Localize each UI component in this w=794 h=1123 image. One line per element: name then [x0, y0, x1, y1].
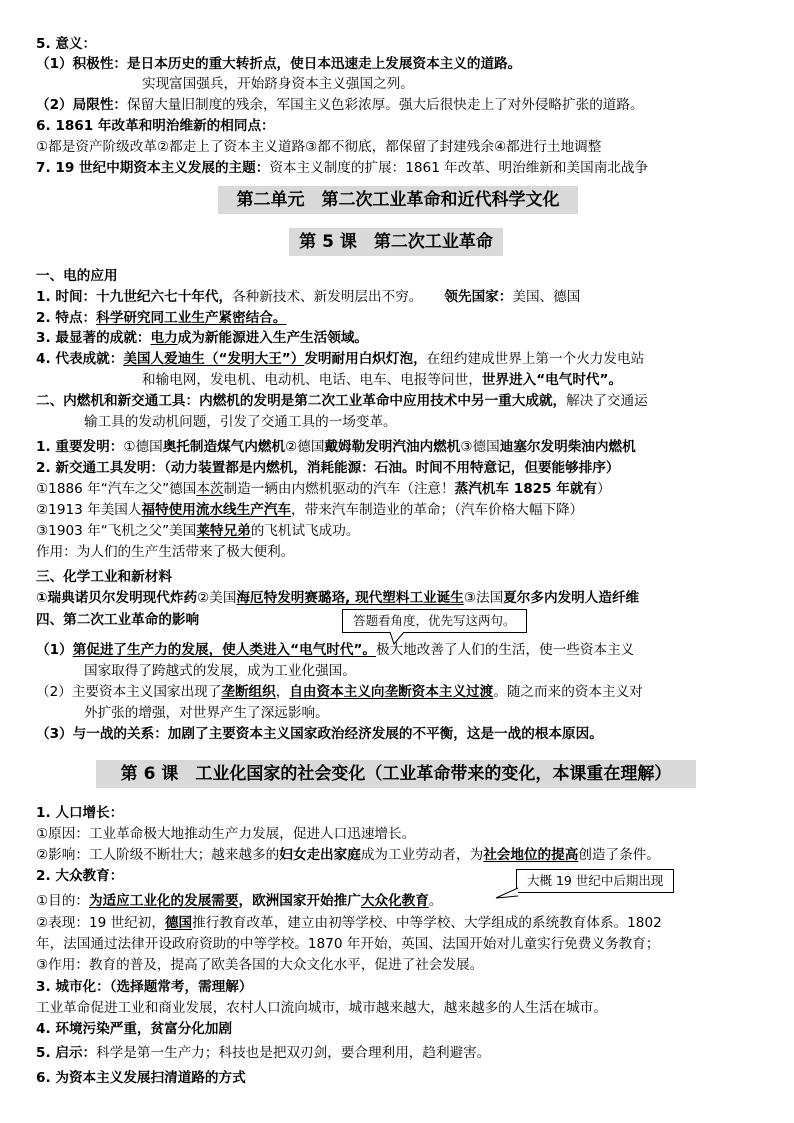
- text-edison: 美国人爱迪生（“发明大王”）: [123, 351, 305, 367]
- text-2: 解决了交通运: [566, 393, 648, 409]
- section-engine-2: 输工具的发动机问题，引发了交通工具的一场变革。: [84, 414, 397, 430]
- text-electric-age: 世界进入“电气时代”。: [481, 372, 623, 388]
- heading-population: 1. 人口增长：: [36, 805, 124, 821]
- t1: ①1886 年“汽车之父”德国: [36, 481, 197, 497]
- label: 5. 启示：: [36, 1045, 97, 1061]
- line-pop-cause: ①原因：工业革命极大地推动生产力发展，促进人口迅速增长。: [36, 826, 416, 842]
- callout-pointer-2: [494, 886, 520, 900]
- transition: 自由资本主义向垄断资本主义过渡: [289, 684, 494, 700]
- line-feature: [36, 308, 286, 328]
- t3: 海厄特发明赛璐珞, 现代塑料工业诞生: [236, 590, 464, 606]
- t2: 的飞机试飞成功。: [250, 523, 360, 539]
- heading-urbanization: 3. 城市化：（选择题常考，需理解）: [36, 979, 253, 995]
- t1: （2）主要资本主义国家出现了: [36, 684, 222, 700]
- t2: 为适应工业化的发展需要: [88, 893, 239, 909]
- line-lesson: [36, 1043, 490, 1063]
- label: 4. 代表成就：: [36, 351, 124, 367]
- germany: 德国: [164, 915, 193, 931]
- text: 成为新能源进入生产生活领域。: [177, 330, 369, 346]
- heading-education: 2. 大众教育：: [36, 868, 124, 884]
- text: 科学是第一生产力；科技也是把双刃剑，要合理利用，趋利避害。: [96, 1045, 491, 1061]
- line-impact-1b: 国家取得了跨越式的发展，成为工业化强国。: [84, 663, 356, 679]
- line-impact-2: [36, 682, 643, 702]
- monopoly: 垄断组织: [221, 684, 276, 700]
- line-impact-1: [36, 640, 634, 660]
- text-station: 在纽约建成世界上第一个火力发电站: [426, 351, 645, 367]
- line-edu-effect: ③作用：教育的普及，提高了欧美各国的大众文化水平，促进了社会发展。: [36, 957, 484, 973]
- text-power: 电力: [150, 330, 178, 346]
- t2: 推行教育改革，建立由初等学校、中等学校、大学组成的系统教育体系。1802: [192, 915, 662, 931]
- section-impact: 四、第二次工业革命的影响: [36, 612, 200, 628]
- text: 资本主义制度的扩展：1861 年改革、明治维新和美国南北战争: [269, 160, 649, 176]
- t3: 成为工业劳动者，为: [360, 847, 484, 863]
- t2: ②美国: [197, 590, 237, 606]
- text: 保留大量旧制度的残余，军国主义色彩浓厚。强大后很快走上了对外侵略扩张的道路。: [127, 97, 644, 113]
- t1: ②1913 年美国人: [36, 502, 142, 518]
- t3: ③德国: [460, 439, 500, 455]
- t1: ②影响：工人阶级不断壮大；越来越多的: [36, 847, 280, 863]
- line-positive-2: 实现富国强兵，开始跻身资本主义强国之列。: [142, 76, 414, 92]
- t3: 。随之而来的资本主义对: [493, 684, 643, 700]
- diesel: 迪塞尔发明柴油内燃机: [499, 439, 636, 455]
- wright: 莱特兄弟: [196, 523, 251, 539]
- text: 是日本历史的重大转折点，使日本迅速走上发展资本主义的道路。: [127, 56, 522, 72]
- label: 1. 时间：十九世纪六七十年代，: [36, 289, 233, 305]
- t3: ，欧洲国家开始推广: [238, 893, 361, 909]
- text-bulb: 发明耐用白炽灯泡，: [304, 351, 427, 367]
- line-transport: 2. 新交通工具发明：（动力装置都是内燃机，消耗能源：石油。时间不用特意记，但要能够排序）: [36, 460, 620, 476]
- note-callout-2: 大概 19 世纪中后期出现: [516, 869, 674, 893]
- label: 7. 19 世纪中期资本主义发展的主题：: [36, 160, 270, 176]
- note-callout-1: 答题看角度，优先写这两句。: [342, 609, 527, 633]
- line-impact-3: （3）与一战的关系：加剧了主要资本主义国家政治经济发展的不平衡，这是一战的根本原因。: [36, 726, 603, 742]
- t2: ②德国: [285, 439, 325, 455]
- line-representative: [36, 349, 644, 369]
- line-edu-show: [36, 913, 662, 933]
- line-ford: [36, 500, 583, 520]
- heading-environment: 4. 环境污染严重，贫富分化加剧: [36, 1021, 233, 1037]
- t2: ，带来汽车制造业的革命；（汽车价格大幅下降）: [291, 502, 584, 518]
- line-urbanization: 工业革命促进工业和商业发展，农村人口流向城市，城市越来越大，越来越多的人生活在城市。: [36, 1000, 607, 1016]
- line-car: [36, 479, 611, 499]
- section-engine: [36, 391, 648, 411]
- t1: 第促进了生产力的发展，使人类进入“电气时代”。: [72, 642, 376, 658]
- t4: 社会地位的提高: [483, 847, 579, 863]
- ford: 福特使用流水线生产汽车: [141, 502, 292, 518]
- label: （1）积极性：: [36, 56, 128, 72]
- t1: ①目的：: [36, 893, 89, 909]
- line-theme: [36, 158, 648, 178]
- t2: 极大地改善了人们的生活，使一些资本主义: [376, 642, 635, 658]
- lesson-6-title: 第 6 课 工业化国家的社会变化（工业革命带来的变化，本课重在理解）: [96, 760, 696, 788]
- benz: 本茨: [196, 481, 224, 497]
- t2: 制造一辆由内燃机驱动的汽车（注意！: [223, 481, 455, 497]
- line-impact-2b: 外扩张的增强，对世界产生了深远影响。: [84, 705, 329, 721]
- t4: 大众化教育: [360, 893, 429, 909]
- unit-title: 第二单元 第二次工业革命和近代科学文化: [218, 186, 578, 214]
- label: 2. 特点：: [36, 310, 97, 326]
- line-inventions: [36, 437, 636, 457]
- t2: 妇女走出家庭: [279, 847, 361, 863]
- text: 各种新技术、新发明层出不穷。: [232, 289, 423, 305]
- t2: ，: [275, 684, 290, 700]
- t3: 蒸汽机车 1825 年就有: [454, 481, 598, 497]
- line-chemistry: [36, 588, 639, 608]
- t1: ①德国: [123, 439, 163, 455]
- num: （1）: [36, 642, 73, 658]
- line-achievement: [36, 328, 368, 348]
- label: 1. 重要发明：: [36, 439, 124, 455]
- line-pop-effect: [36, 845, 660, 865]
- text: 科学研究同工业生产紧密结合。: [96, 310, 287, 326]
- t4: ③法国: [463, 590, 504, 606]
- heading-ways: 6. 为资本主义发展扫清道路的方式: [36, 1070, 246, 1086]
- t1: ③1903 年“飞机之父”美国: [36, 523, 197, 539]
- heading-similarities: 6. 1861 年改革和明治维新的相同点：: [36, 118, 275, 134]
- line-plane: [36, 521, 359, 541]
- label-leaders: 领先国家：: [444, 289, 513, 305]
- t5: 。: [428, 893, 443, 909]
- line-similarities: ①都是资产阶级改革②都走上了资本主义道路③都不彻底，都保留了封建残余④都进行土地调整: [36, 139, 602, 155]
- line-positive: [36, 54, 521, 74]
- text: 和输电网，发电机、电动机、电话、电车、电报等问世，: [142, 372, 482, 388]
- label: 3. 最显著的成就：: [36, 330, 151, 346]
- otto: 奥托制造煤气内燃机: [162, 439, 286, 455]
- heading: 二、内燃机和新交通工具：: [36, 393, 200, 409]
- section-chemistry: 三、化学工业和新材料: [36, 569, 172, 585]
- line-time: [36, 287, 580, 307]
- label: （2）局限性：: [36, 97, 128, 113]
- lesson-5-title: 第 5 课 第二次工业革命: [289, 228, 503, 256]
- t4: ）: [597, 481, 611, 497]
- t5: 创造了条件。: [578, 847, 660, 863]
- text-leaders: 美国、德国: [512, 289, 581, 305]
- line-edu-goal: [36, 891, 442, 911]
- text: 内燃机的发明是第二次工业革命中应用技术中另一重大成就，: [199, 393, 567, 409]
- line-limitation: [36, 95, 644, 115]
- t1: ②表现：19 世纪初，: [36, 915, 165, 931]
- t1: ①瑞典诺贝尔发明现代炸药: [36, 590, 198, 606]
- heading-significance: 5. 意义：: [36, 36, 97, 52]
- section-electricity: 一、电的应用: [36, 268, 118, 284]
- line-effect: 作用：为人们的生产生活带来了极大便利。: [36, 544, 295, 560]
- daimler: 戴姆勒发明汽油内燃机: [324, 439, 461, 455]
- line-edu-show-2: 年，法国通过法律开设政府资助的中等学校。1870 年开始，英国、法国开始对儿童实行免费义务教育；: [36, 936, 660, 952]
- line-representative-2: [142, 370, 622, 390]
- t5: 夏尔多内发明人造纤维: [503, 590, 640, 606]
